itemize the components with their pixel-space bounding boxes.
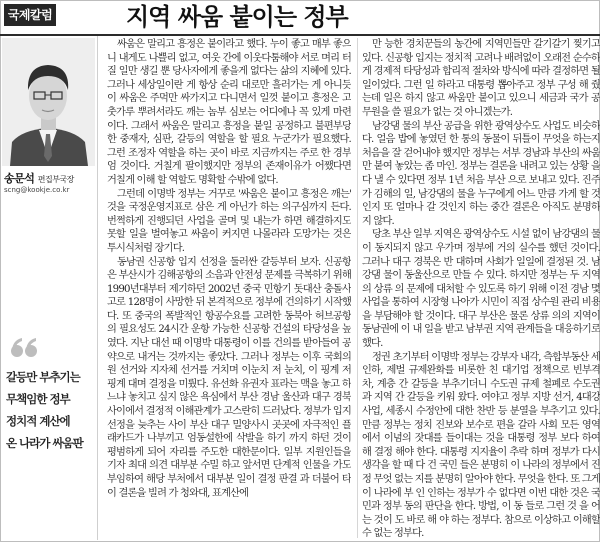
author-portrait-icon <box>2 38 95 166</box>
article-paragraph: 싸움은 말리고 흥정은 붙이라고 했다. 누이 좋고 매부 좋으니 내게도 나쁠리 없고, 여웃 간에 이웃다툼해야 서로 며리 터질 일만 생길 뿐 당사자에게 좋을게 없다는 삶의 지혜에 있다. 그러나 세상일이란 게 항상 순리 대로만 흘러가는 게 아니듯이 싸움은 주먹만 싸가지고 다니면서 일껏 붙이고 흥정은 고춧가루 뿌려서라도 깨는 놈부 심보는 어디에나 꼭 있게 마련이다. 그래서 싸움은 말리고 흥정을 붙일 공정하고 불편부당한 중재자, 심판, 갈등의 역할을 할 필요 누군가가 필요했다. 그런 조정자 역할을 하는 곳이 바로 지금까지는 주로 한 경부엄 것이다. 거칠게 팔이했지만 정부의 존재이유가 어쨌다면 거칠게 이해 할 역할도 명확할 수밖에 없다. <box>107 39 351 186</box>
byline <box>4 170 74 186</box>
pull-quote-line: 온 나라가 싸움판 <box>6 436 83 450</box>
author-role: 편집부국장 <box>37 175 74 184</box>
pull-quote-line: 정치적 계산에 <box>6 414 70 428</box>
pull-quote-line: 갈등만 부추기는 <box>6 370 80 384</box>
left-sidebar <box>0 36 98 540</box>
author-email[interactable]: scng@kookje.co.kr <box>4 186 70 194</box>
article-paragraph: 정권 초기부터 이명박 정부는 강부자 내각, 측합부동산 세 인하, 제벌 규제완화를 비롯한 친 대기업 정책으로 빈부격차, 계층 간 갈등을 부추기더니 수도권 규제 철폐로 수도권과 지역 간 갈등을 키워 왔다. 여야고 정부 지방 선거, 4대강 사업, 세종시 수정안에 대한 찬반 등 분열을 부추기고 있다. 만큼 정부는 정치 진보와 보수로 편을 갈라 사회 모든 영역에서 이념의 잣대를 들이대는 것을 대통령 정부 보다 하여 해 결정 해야 한다. 대통령 지지율이 추락 하며 정부가 다시 생각을 할 때 다 건 국민 들은 분명히 이 나라의 정부에서 진정 무엇 없는 지를 분명히 알아야 한다. 무엇을 한다. 또 그게 이 나라에 부 인 인하는 정부가 수 없다면 이번 대한 것은 국민과 정부 동의 판단을 한다. 방법, 이 동 들로 그런 것 을 어 는 것이 도 바로 해 야 하는 정부다. 참으로 이상하고 이해할 수 없는 정부다. <box>362 351 600 538</box>
article-paragraph: 당초 부산 일부 지역은 광역상수도 시설 없이 남강댐의 물이 동지되지 않고 우가며 정부에 거의 실수를 했던 것이다. 그러나 대구 경북은 반 대하며 사회가 일일에 결정된 것. 남강댐 물이 동울산으로 만들 수 있다. 하지만 정부는 두 지역의 상류 의 문제에 대처할 수 있도록 하기 위해 이전 경남 몇 사업을 통하여 시장형 나아가 시민이 직접 상수원 관리 비용을 부담해야 할 것이다. 대구 부산은 물론 상류 의의 지역이 동남권에 이 내 일을 받고 남부권 지역 관계들을 대응하기로 했다. <box>362 229 600 350</box>
quote-mark-icon <box>10 336 40 360</box>
article-column-1 <box>107 38 351 538</box>
article-paragraph: 만 능한 경치꾼들의 농간에 지역민들만 갈기갈기 찢기고 있다. 신공항 입지는 정치적 고려나 배려없이 오래전 순수하게 경제적 타당성과 합리적 절차와 방식에 따라 결정하면 될 일이었다. 그런 일 하라고 대통령 뽑아주고 정부 구성 해 줬는데 일은 하지 않고 싸움만 붙이고 있으니 세금과 국가 공무원을 쓸 필요가 없는 것 아니겠는가. <box>362 39 600 118</box>
article-header <box>0 0 600 36</box>
article-paragraph: 그런데 이명박 정부는 거꾸로 '싸움은 붙이고 흥정은 깨는' 것을 국정운영지표로 삼은 게 아닌가 하는 의구심까지 든다. 번쩍하게 진행되던 사업을 골며 및 내는가 하면 해결하지도 못할 일을 벌여놓고 싸움이 커지면 나몰라라 도망가는 것은 투시식처럼 장기다. <box>107 188 351 254</box>
headline: 지역 싸움 붙이는 정부 <box>126 2 348 31</box>
pull-quote <box>6 366 96 454</box>
article-paragraph: 동남권 신공항 입지 선정을 둘러싼 갈등부터 보자. 신공항은 부산시가 김해공항의 소음과 안전성 문제를 극복하기 위해 1990년대부터 제기하던 2002년 중국 민항기 돗대산 충돌사고로 128명이 사망한 뒤 본격적으로 정부에 건의하기 시작했다. 또 중국의 폭발적인 항공수요를 고려한 동북아 허브공항의 필요성도 24시간 운항 가능한 신공항 건설의 타당성을 높였다. 지난 대선 때 이명박 대통령이 이를 건의를 받아들여 공약으로 내거는 것까지는 좋았다. 그러나 정부는 이후 국회의원 선거와 지자체 선거를 거치며 이눈치 저 눈치, 이 핑계 저 핑계 대며 결정을 미뤘다. 유선화 유권자 표라는 맥을 놓고 하느냐 놓치고 싶지 않은 욕심에서 부산 경남 울산과 대구 경북 사이에서 결정적 이해관계가 고스란히 드러났다. 정부가 입지선정을 늦추는 사이 부산 대구 밀양사시 곳곳에 자극적인 플래카드가 나부끼고 엄동설한에 삭발을 하기 까지 하던 것이 평범하게 되어 자리를 주도한 대한문이다. 일부 지원인들을 기자 최대 의견 대부분 수밀 하고 앞서면 단계적 인물을 가도 부임하여 해당 부처에서 대부분 일이 결정 판결 과 더불어 타이 결론을 빌려 가 청와대, 표계산에 <box>107 256 351 499</box>
article-paragraph: 남강댐 물의 부산 공급을 위한 광역상수도 사업도 비슷하다. 얼음 밥에 놓였던 한 통의 동물이 뒤틀이 무엇을 하는지 처음을 잘 걷어내야 했지만 정부는 서부 경남과 부산의 싸움만 붙여 놓았는 좀 마인. 정부는 결론을 내려고 있는 상황 을 다 낼 수 있다면 정부 1년 처음 부산 으로 보내고 있다. 진주 가 김해의 일, 남강댐의 물을 누구에게 어느 만큼 가게 할 것인지 또 얼마나 갈 것인지 하는 중간 결론은 아직도 분명하지 않다. <box>362 120 600 227</box>
author-photo <box>2 38 95 166</box>
article-column-2 <box>357 38 600 538</box>
pull-quote-line: 무책임한 정부 <box>6 392 70 406</box>
author-name: 송문석 <box>4 172 35 185</box>
section-tag[interactable]: 국제칼럼 <box>4 4 56 26</box>
